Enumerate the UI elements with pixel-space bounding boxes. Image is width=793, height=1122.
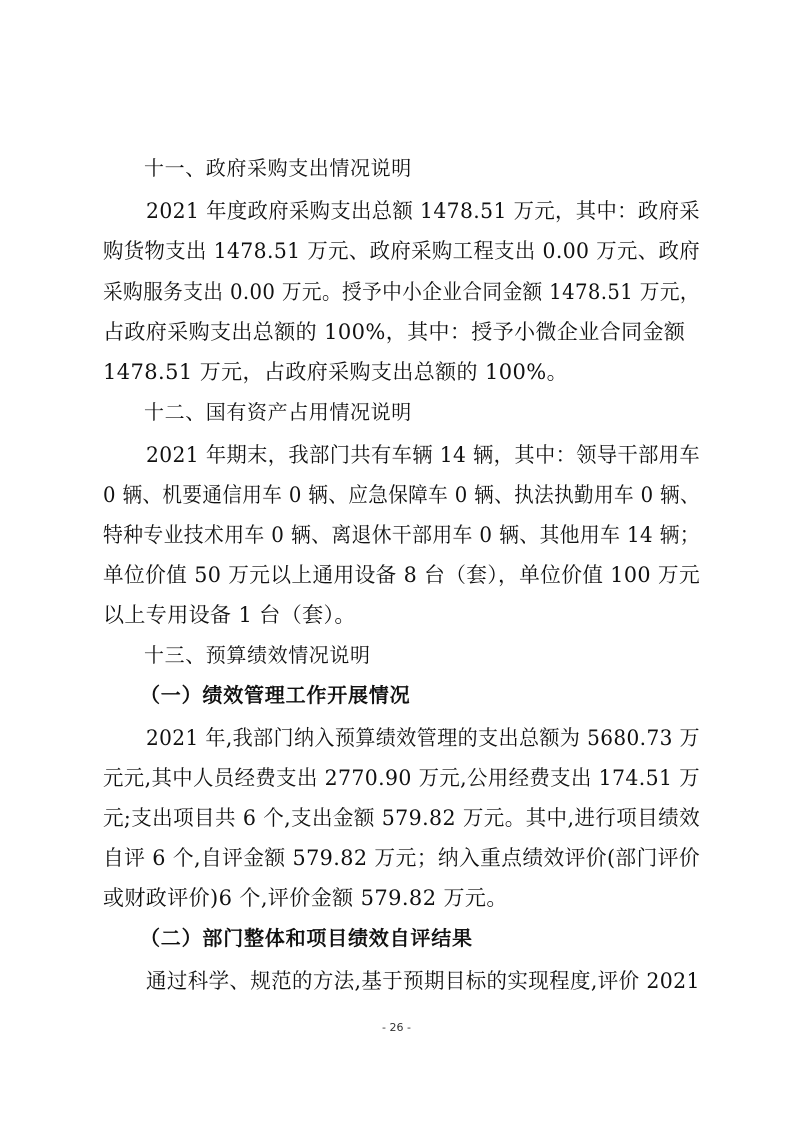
- document-page: 十一、政府采购支出情况说明 2021 年度政府采购支出总额 1478.51 万元，其中：政府采 购货物支出 1478.51 万元、政府采购工程支出 0.00 万元、政府 采购服务支出 0.00 万元。授予中小企业合同金额 1478.51 万元， 占政府采购支出总额的 100%，其中：授予小微企业合同金额 1478.51 万元，占政府采购支出总额的 100%。 十二、国有资产占用情况说明 2021 年期末，我部门共有车辆 14 辆，其中：领导干部用车 0 辆、机要通信用车 0 辆、应急保障车 0 辆、执法执勤用车 0 辆、 特种专业技术用车 0 辆、离退休干部用车 0 辆、其他用车 14 辆； 单位价值 50 万元以上通用设备 8 台（套），单位价值 100 万元 以上专用设备 1 台（套）。 十三、预算绩效情况说明 （一）绩效管理工作开展情况 2021 年,我部门纳入预算绩效管理的支出总额为 5680.73 万 元元,其中人员经费支出 2770.90 万元,公用经费支出 174.51 万 元;支出项目共 6 个,支出金额 579.82 万元。其中,进行项目绩效 自评 6 个,自评金额 579.82 万元；纳入重点绩效评价(部门评价 或财政评价)6 个,评价金额 579.82 万元。 （二）部门整体和项目绩效自评结果 通过科学、规范的方法,基于预期目标的实现程度,评价 2021 - 26 -: [0, 0, 793, 1122]
- page-number: - 26 -: [382, 1021, 411, 1034]
